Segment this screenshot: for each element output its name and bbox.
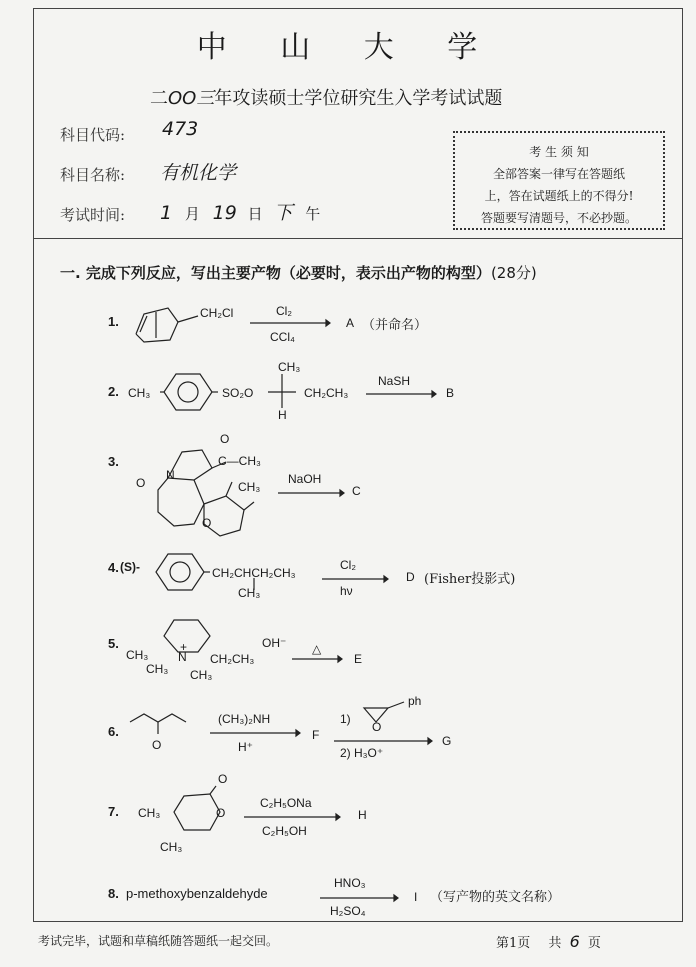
university-title: 中 山 大 学	[196, 30, 500, 65]
q5-nitrogen: N	[178, 650, 187, 664]
notice-line-3: 答题要写清题号，不必抄题。	[480, 211, 637, 225]
q4-benzene-ring	[154, 550, 210, 594]
q2-stereocenter-bonds	[258, 372, 308, 412]
q4-stereo: (S)-	[120, 560, 140, 574]
q4-methyl: CH₃	[238, 586, 261, 600]
q8-arrow	[320, 893, 398, 903]
q5-methyl-a: CH₃	[126, 648, 149, 662]
q8-reagent-top: HNO₃	[334, 876, 366, 890]
q3-product: C	[352, 484, 361, 498]
q6-number: 6.	[108, 724, 119, 739]
subject-name: 有机化学	[160, 162, 237, 184]
q5-hydroxide: OH⁻	[262, 636, 287, 650]
q6-reagent-bottom: H⁺	[238, 740, 253, 754]
q7-arrow	[244, 812, 340, 822]
subtitle-text: 年攻读硕士学位研究生入学考试试题	[214, 88, 503, 109]
q4-arrow	[322, 574, 388, 584]
q6-step1: 1)	[340, 712, 351, 726]
q1-arrow	[250, 318, 330, 328]
footer-instruction: 考试完毕，试题和草稿纸随答题纸一起交回。	[38, 934, 279, 948]
q2-benzene-ring	[160, 370, 220, 414]
subject-code: 473	[162, 118, 199, 140]
header-separator	[33, 238, 683, 239]
page-counter: 第1页 共 6 页	[496, 932, 601, 951]
q1-product: A	[346, 316, 355, 330]
q7-number: 7.	[108, 804, 119, 819]
q1-note: （并命名）	[362, 318, 428, 333]
q5-ethyl: CH₂CH₃	[210, 652, 255, 666]
q5-piperidinium-ring	[160, 616, 220, 656]
q6-butanone-structure	[128, 706, 194, 740]
candidate-notice-box	[453, 131, 665, 230]
q2-product: B	[446, 386, 455, 400]
q6-arrow-2	[334, 736, 432, 746]
section-points: (28分)	[490, 264, 537, 282]
q3-number: 3.	[108, 454, 119, 469]
q3-arrow	[278, 488, 344, 498]
q2-reagent-top: NaSH	[378, 374, 411, 388]
q7-methyl-a: CH₃	[138, 806, 161, 820]
q2-sulfonate: SO₂O	[222, 386, 254, 400]
q5-product: E	[354, 652, 363, 666]
q3-reagent-top: NaOH	[288, 472, 322, 486]
q8-reagent-bottom: H₂SO₄	[330, 904, 366, 918]
q6-oxygen: O	[152, 738, 162, 752]
q1-reagent-top: Cl₂	[276, 304, 292, 318]
q1-number: 1.	[108, 314, 119, 329]
notice-title: 考 生 须 知	[529, 145, 589, 159]
q5-arrow	[292, 654, 342, 664]
q6-epoxide-structure	[360, 700, 408, 724]
exam-time-label: 考试时间:	[60, 206, 126, 224]
q3-acyl-oxygen: O	[220, 432, 230, 446]
q1-reagent-bottom: CCl₄	[270, 330, 295, 344]
q1-norbornene-structure	[132, 296, 202, 346]
q4-reagent-top: Cl₂	[340, 558, 356, 572]
q8-note: （写产物的英文名称）	[430, 890, 561, 905]
q4-note: (Fisher投影式)	[424, 572, 516, 587]
q3-acetyl: C—CH₃	[218, 454, 261, 468]
q2-methyl: CH₃	[128, 386, 151, 400]
page-total: 6	[569, 932, 580, 951]
q4-reagent-bottom: hν	[340, 584, 353, 598]
q7-reagent-top: C₂H₅ONa	[260, 796, 312, 810]
exam-subtitle	[150, 84, 502, 110]
q4-product: D	[406, 570, 415, 584]
q7-ring-oxygen: O	[216, 806, 226, 820]
q6-step2: 2) H₃O⁺	[340, 746, 384, 760]
q6-arrow-1	[210, 728, 300, 738]
q6-product: G	[442, 734, 452, 748]
q2-arrow	[366, 389, 436, 399]
q2-number: 2.	[108, 384, 119, 399]
q4-chain: CH₂CHCH₂CH₃	[212, 566, 296, 580]
q2-top-methyl: CH₃	[278, 360, 301, 374]
q6-reagent-top: (CH₃)₂NH	[218, 712, 271, 726]
q7-methyl-b: CH₃	[160, 840, 183, 854]
q4-number: 4.	[108, 560, 119, 575]
q8-substrate: p-methoxybenzaldehyde	[126, 886, 268, 901]
q5-plus: +	[180, 640, 188, 654]
page-current: 第1页	[496, 936, 531, 951]
q2-ethyl: CH₂CH₃	[304, 386, 349, 400]
q3-methyl: CH₃	[238, 480, 261, 494]
exam-time: 1 月 19 日 下 午	[160, 202, 321, 224]
q8-number: 8.	[108, 886, 119, 901]
q7-carbonyl-oxygen: O	[218, 772, 228, 786]
q3-nitrogen: N	[166, 468, 175, 482]
q7-product: H	[358, 808, 367, 822]
q3-lactam-oxygen: O	[136, 476, 146, 490]
q2-hydrogen: H	[278, 408, 287, 422]
q6-phenyl: ph	[408, 694, 422, 708]
q6-intermediate: F	[312, 728, 320, 742]
q5-heat: △	[312, 642, 322, 656]
q8-product: I	[414, 890, 418, 904]
q5-number: 5.	[108, 636, 119, 651]
year-handwritten: OO三	[168, 88, 215, 109]
notice-line-1: 全部答案一律写在答题纸	[492, 167, 625, 181]
subject-code-label: 科目代码:	[60, 126, 126, 144]
year-prefix: 二	[150, 88, 168, 109]
subject-name-label: 科目名称:	[60, 166, 126, 184]
q7-reagent-bottom: C₂H₅OH	[262, 824, 307, 838]
q1-substituent: CH₂Cl	[200, 306, 234, 320]
section-heading: 一. 完成下列反应，写出主要产物（必要时，表示出产物的构型）(28分)	[60, 264, 537, 282]
q5-methyl-c: CH₃	[190, 668, 213, 682]
q3-ketone-oxygen: O	[202, 516, 212, 530]
q6-epoxide-oxygen: O	[372, 720, 382, 734]
notice-line-2: 上，答在试题纸上的不得分!	[484, 189, 634, 203]
q5-methyl-b: CH₃	[146, 662, 169, 676]
